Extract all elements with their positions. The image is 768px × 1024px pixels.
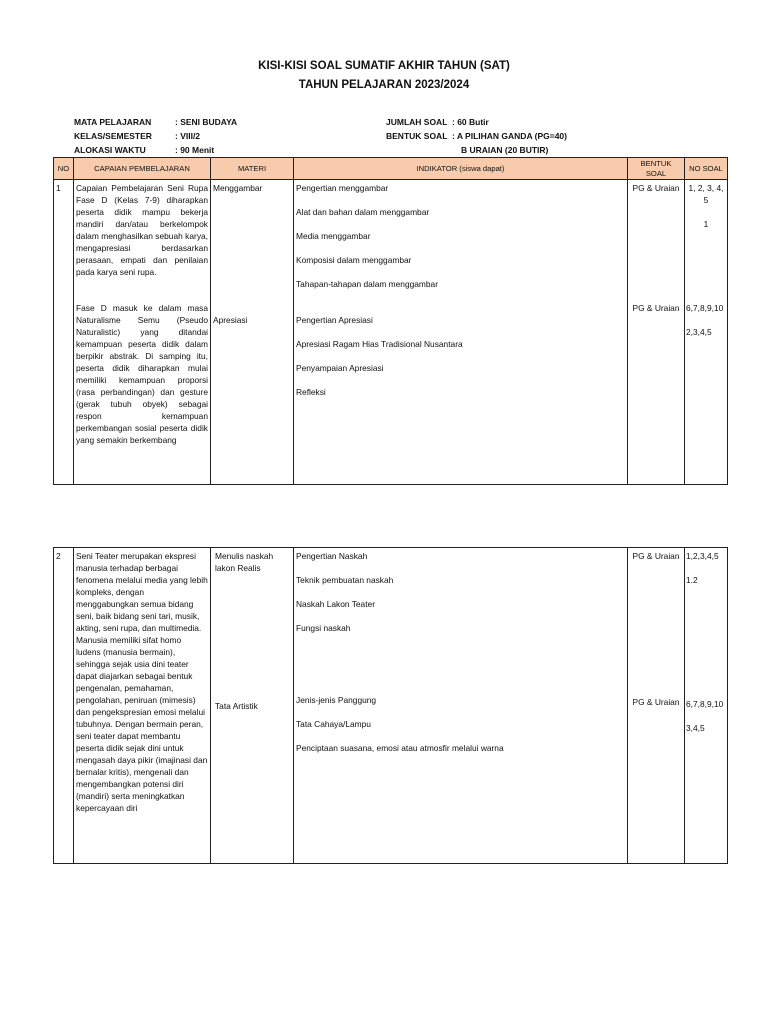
no-soal-text: 2,3,4,5 bbox=[686, 327, 712, 337]
bentuk-soal-value-a: : A PILIHAN GANDA (PG=40) bbox=[452, 131, 567, 141]
mata-pelajaran-value: : SENI BUDAYA bbox=[175, 117, 238, 127]
no-soal-text: 1.2 bbox=[686, 575, 698, 585]
row-number: 2 bbox=[54, 548, 74, 864]
kisi-kisi-table-1 bbox=[53, 157, 728, 485]
kelas-value: : VIII/2 bbox=[175, 131, 201, 141]
header-capaian: CAPAIAN PEMBELAJARAN bbox=[74, 158, 211, 180]
bentuk-soal-text: PG & Uraian bbox=[632, 551, 680, 561]
indikator-item: Tata Cahaya/Lampu bbox=[296, 719, 371, 729]
no-soal-text: 1 bbox=[703, 219, 709, 229]
no-soal-text: 5 bbox=[703, 195, 709, 205]
table-header-row bbox=[54, 158, 728, 180]
indikator-item: Penciptaan suasana, emosi atau atmosfir melalui warna bbox=[296, 743, 504, 753]
no-soal-text: 6,7,8,9,10 bbox=[686, 699, 724, 709]
indikator-item: Penyampaian Apresiasi bbox=[296, 363, 384, 373]
header-materi: MATERI bbox=[211, 158, 294, 180]
no-soal-text: 6,7,8,9,10 bbox=[686, 303, 724, 313]
indikator-item: Pengertian menggambar bbox=[296, 183, 389, 193]
materi-text: Apresiasi bbox=[213, 315, 248, 325]
table-row bbox=[54, 180, 728, 485]
indikator-item: Fungsi naskah bbox=[296, 623, 351, 633]
indikator-item: Jenis-jenis Panggung bbox=[296, 695, 377, 705]
no-soal-text: 1,2,3,4,5 bbox=[686, 551, 719, 561]
bentuk-soal-text: PG & Uraian bbox=[632, 183, 680, 193]
capaian-text: Capaian Pembelajaran Seni Rupa Fase D (Kelas 7-9) diharapkan peserta didik mampu bekerja mandiri dan/atau berkelompok dalam menghasilkan sebuah karya, mengapresiasi berdasarkan perasaan, empati dan penilaian pada karya seni rupa. bbox=[76, 183, 208, 277]
indikator-item: Pengertian Naskah bbox=[296, 551, 368, 561]
materi-text: Menulis naskah lakon Realis bbox=[215, 551, 274, 573]
indikator-item: Apresiasi Ragam Hias Tradisional Nusantara bbox=[296, 339, 463, 349]
header-indikator: INDIKATOR (siswa dapat) bbox=[294, 158, 628, 180]
indikator-item: Teknik pembuatan naskah bbox=[296, 575, 394, 585]
bentuk-soal-text: PG & Uraian bbox=[632, 303, 680, 313]
materi-text: Tata Artistik bbox=[215, 701, 258, 711]
indikator-item: Alat dan bahan dalam menggambar bbox=[296, 207, 430, 217]
alokasi-value: : 90 Menit bbox=[175, 145, 215, 155]
alokasi-label: ALOKASI WAKTU bbox=[74, 145, 146, 155]
header-bentuk-soal: BENTUK SOAL bbox=[628, 158, 685, 180]
bentuk-soal-value-b: B URAIAN (20 BUTIR) bbox=[461, 145, 549, 155]
header-no: NO bbox=[54, 158, 74, 180]
jumlah-soal-value: : 60 Butir bbox=[452, 117, 489, 127]
indikator-item: Media menggambar bbox=[296, 231, 371, 241]
header-no-soal: NO SOAL bbox=[685, 158, 728, 180]
indikator-item: Komposisi dalam menggambar bbox=[296, 255, 412, 265]
kisi-kisi-table-2 bbox=[53, 547, 728, 864]
jumlah-soal-label: JUMLAH SOAL bbox=[386, 117, 448, 127]
kelas-label: KELAS/SEMESTER bbox=[74, 131, 152, 141]
indikator-item: Tahapan-tahapan dalam menggambar bbox=[296, 279, 439, 289]
capaian-text: Seni Teater merupakan ekspresi manusia terhadap berbagai fenomena melalui media yang lebih kompleks, dengan menggabungkan semua bidang seni, baik bidang seni tari, musik, akting, seni rupa, dan multimedia. Manusia memiliki sifat homo ludens (manusia bermain), sehingga sejak usia dini teater dapat diajarkan sebagai bentuk pengenalan, pemahaman, pengolahan, peniruan (mimesis) dan pengekspresian emosi melalui tubuhnya. Dengan bermain peran, seni teater dapat membantu peserta didik sejak dini untuk mengasah daya pikir (imajinasi dan bernalar kritis), mengenali dan mengembangkan potensi diri (mandiri) serta meningkatkan kepercayaan diri bbox=[76, 551, 208, 813]
no-soal-text: 3,4,5 bbox=[686, 723, 705, 733]
indikator-item: Naskah Lakon Teater bbox=[296, 599, 375, 609]
no-soal-text: 1, 2, 3, 4, bbox=[688, 183, 724, 193]
row-number: 1 bbox=[54, 180, 74, 485]
bentuk-soal-text: PG & Uraian bbox=[632, 697, 680, 707]
document-subtitle: TAHUN PELAJARAN 2023/2024 bbox=[298, 79, 470, 91]
indikator-item: Pengertian Apresiasi bbox=[296, 315, 373, 325]
bentuk-soal-label: BENTUK SOAL bbox=[386, 131, 448, 141]
table-row bbox=[54, 548, 728, 864]
indikator-item: Refleksi bbox=[296, 387, 326, 397]
mata-pelajaran-label: MATA PELAJARAN bbox=[74, 117, 152, 127]
document-title: KISI-KISI SOAL SUMATIF AKHIR TAHUN (SAT) bbox=[258, 60, 510, 72]
materi-text: Menggambar bbox=[213, 183, 263, 193]
capaian-text: Fase D masuk ke dalam masa Naturalisme Semu (Pseudo Naturalistic) yang ditandai kemampuan peserta didik dalam berpikir abstrak. Di samping itu, peserta didik diharapkan mulai memiliki kemampuan proporsi (rasa perbandingan) dan gesture (gerak tubuh obyek) sebagai respon kemampuan perkembangan sosial peserta didik yang semakin berkembang bbox=[76, 303, 208, 445]
